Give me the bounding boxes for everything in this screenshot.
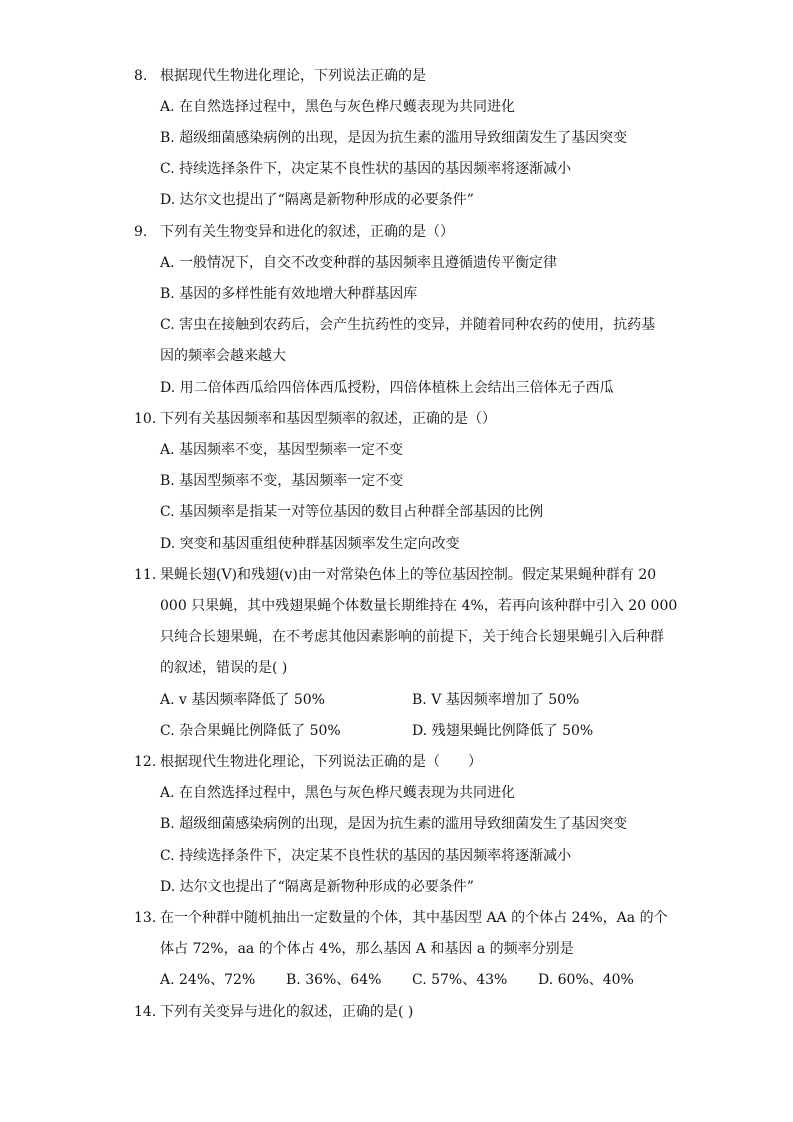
question-11-option-d: D. 残翅果蝇比例降低了 50%: [412, 723, 594, 739]
question-10-number: 10.: [134, 411, 157, 427]
question-13-option-b: B. 36%、64%: [286, 972, 382, 988]
question-13-stem-line-2: 体占 72%，aa 的个体占 4%，那么基因 A 和基因 a 的频率分别是: [160, 941, 574, 957]
question-10-stem: 下列有关基因频率和基因型频率的叙述，正确的是（）: [160, 411, 496, 427]
question-8-option-d: D. 达尔文也提出了“隔离是新物种形成的必要条件”: [160, 192, 474, 208]
question-11-stem-line-1: 果蝇长翅(V)和残翅(v)由一对常染色体上的等位基因控制。假定某果蝇种群有 20: [160, 567, 657, 583]
question-9-option-c-cont: 因的频率会越来越大: [160, 348, 286, 364]
question-12-option-c: C. 持续选择条件下，决定某不良性状的基因的基因频率将逐渐减小: [160, 848, 572, 864]
question-11-stem-line-2: 000 只果蝇，其中残翅果蝇个体数量长期维持在 4%，若再向该种群中引入 20 000: [160, 598, 678, 614]
question-12-option-b: B. 超级细菌感染病例的出现，是因为抗生素的滥用导致细菌发生了基因突变: [160, 816, 628, 832]
question-8-option-c: C. 持续选择条件下，决定某不良性状的基因的基因频率将逐渐减小: [160, 161, 572, 177]
question-12-number: 12.: [134, 754, 157, 770]
question-10-option-b: B. 基因型频率不变，基因频率一定不变: [160, 473, 404, 489]
question-10-option-c: C. 基因频率是指某一对等位基因的数目占种群全部基因的比例: [160, 504, 544, 520]
question-11-option-a: A. v 基因频率降低了 50%: [160, 692, 325, 708]
question-9-stem: 下列有关生物变异和进化的叙述，正确的是（）: [160, 224, 454, 240]
question-14-number: 14.: [134, 1004, 157, 1020]
question-13-stem-line-1: 在一个种群中随机抽出一定数量的个体，其中基因型 AA 的个体占 24%，Aa 的个: [160, 910, 668, 926]
question-9-option-d: D. 用二倍体西瓜给四倍体西瓜授粉，四倍体植株上会结出三倍体无子西瓜: [160, 380, 614, 396]
question-8-stem: 根据现代生物进化理论，下列说法正确的是: [160, 68, 426, 84]
question-11-stem-line-3: 只纯合长翅果蝇，在不考虑其他因素影响的前提下，关于纯合长翅果蝇引入后种群: [160, 629, 664, 645]
question-13-option-a: A. 24%、72%: [160, 972, 256, 988]
question-11-stem-line-4: 的叙述，错误的是( ): [160, 660, 288, 676]
question-13-number: 13.: [134, 910, 157, 926]
question-9-option-b: B. 基因的多样性能有效地增大种群基因库: [160, 286, 418, 302]
question-13-option-c: C. 57%、43%: [412, 972, 508, 988]
question-9-number: 9.: [134, 224, 148, 240]
question-11-number: 11.: [134, 567, 157, 583]
question-10-option-d: D. 突变和基因重组使种群基因频率发生定向改变: [160, 536, 460, 552]
question-9-option-c: C. 害虫在接触到农药后，会产生抗药性的变异，并随着同种农药的使用，抗药基: [160, 317, 656, 333]
question-8-option-b: B. 超级细菌感染病例的出现，是因为抗生素的滥用导致细菌发生了基因突变: [160, 130, 628, 146]
question-11-option-b: B. V 基因频率增加了 50%: [412, 692, 580, 708]
question-9-option-a: A. 一般情况下，自交不改变种群的基因频率且遵循遗传平衡定律: [160, 255, 558, 271]
question-14-stem: 下列有关变异与进化的叙述，正确的是( ): [160, 1004, 414, 1020]
question-12-option-d: D. 达尔文也提出了“隔离是新物种形成的必要条件”: [160, 879, 474, 895]
question-13-option-d: D. 60%、40%: [538, 972, 634, 988]
question-11-option-c: C. 杂合果蝇比例降低了 50%: [160, 723, 341, 739]
question-12-stem: 根据现代生物进化理论，下列说法正确的是（ ）: [160, 754, 482, 770]
question-10-option-a: A. 基因频率不变，基因型频率一定不变: [160, 442, 404, 458]
question-12-option-a: A. 在自然选择过程中，黑色与灰色桦尺蠖表现为共同进化: [160, 785, 516, 801]
question-8-number: 8.: [134, 68, 148, 84]
question-8-option-a: A. 在自然选择过程中，黑色与灰色桦尺蠖表现为共同进化: [160, 99, 516, 115]
